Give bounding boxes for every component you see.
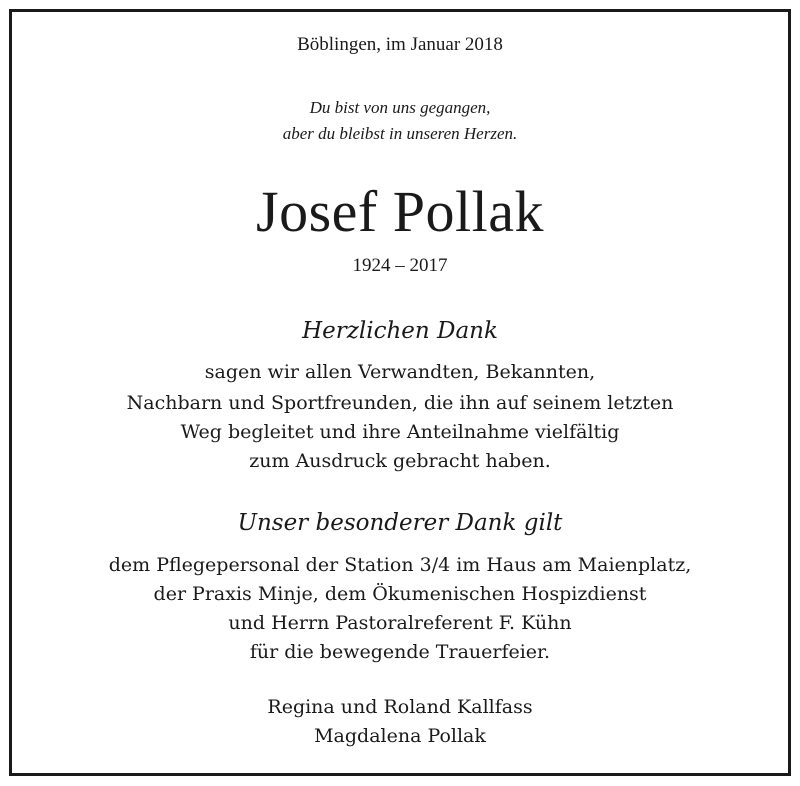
thanks-heading: Herzlichen Dank	[302, 318, 498, 344]
quote-line-2: aber du bleibst in unseren Herzen.	[282, 124, 518, 143]
special-thanks-line: für die bewegende Trauerfeier.	[249, 641, 551, 663]
place-date: Böblingen, im Januar 2018	[297, 34, 503, 55]
thanks-line: Nachbarn und Sportfreunden, die ihn auf seinem letzten	[126, 392, 674, 414]
thanks-line: Weg begleitet und ihre Anteilnahme vielfältig	[180, 421, 620, 443]
deceased-name: Josef Pollak	[256, 179, 544, 244]
quote-line-1: Du bist von uns gegangen,	[309, 98, 491, 117]
special-thanks-line: und Herrn Pastoralreferent F. Kühn	[228, 612, 572, 634]
signature-line: Regina und Roland Kallfass	[267, 696, 533, 718]
special-thanks-heading: Unser besonderer Dank gilt	[237, 510, 563, 536]
signature-line: Magdalena Pollak	[314, 725, 486, 747]
thanks-line: zum Ausdruck gebracht haben.	[249, 450, 551, 472]
thanks-line: sagen wir allen Verwandten, Bekannten,	[204, 361, 596, 383]
life-years: 1924 – 2017	[352, 255, 448, 276]
special-thanks-line: dem Pflegepersonal der Station 3/4 im Haus am Maienplatz,	[108, 554, 692, 576]
special-thanks-line: der Praxis Minje, dem Ökumenischen Hospizdienst	[153, 583, 647, 605]
